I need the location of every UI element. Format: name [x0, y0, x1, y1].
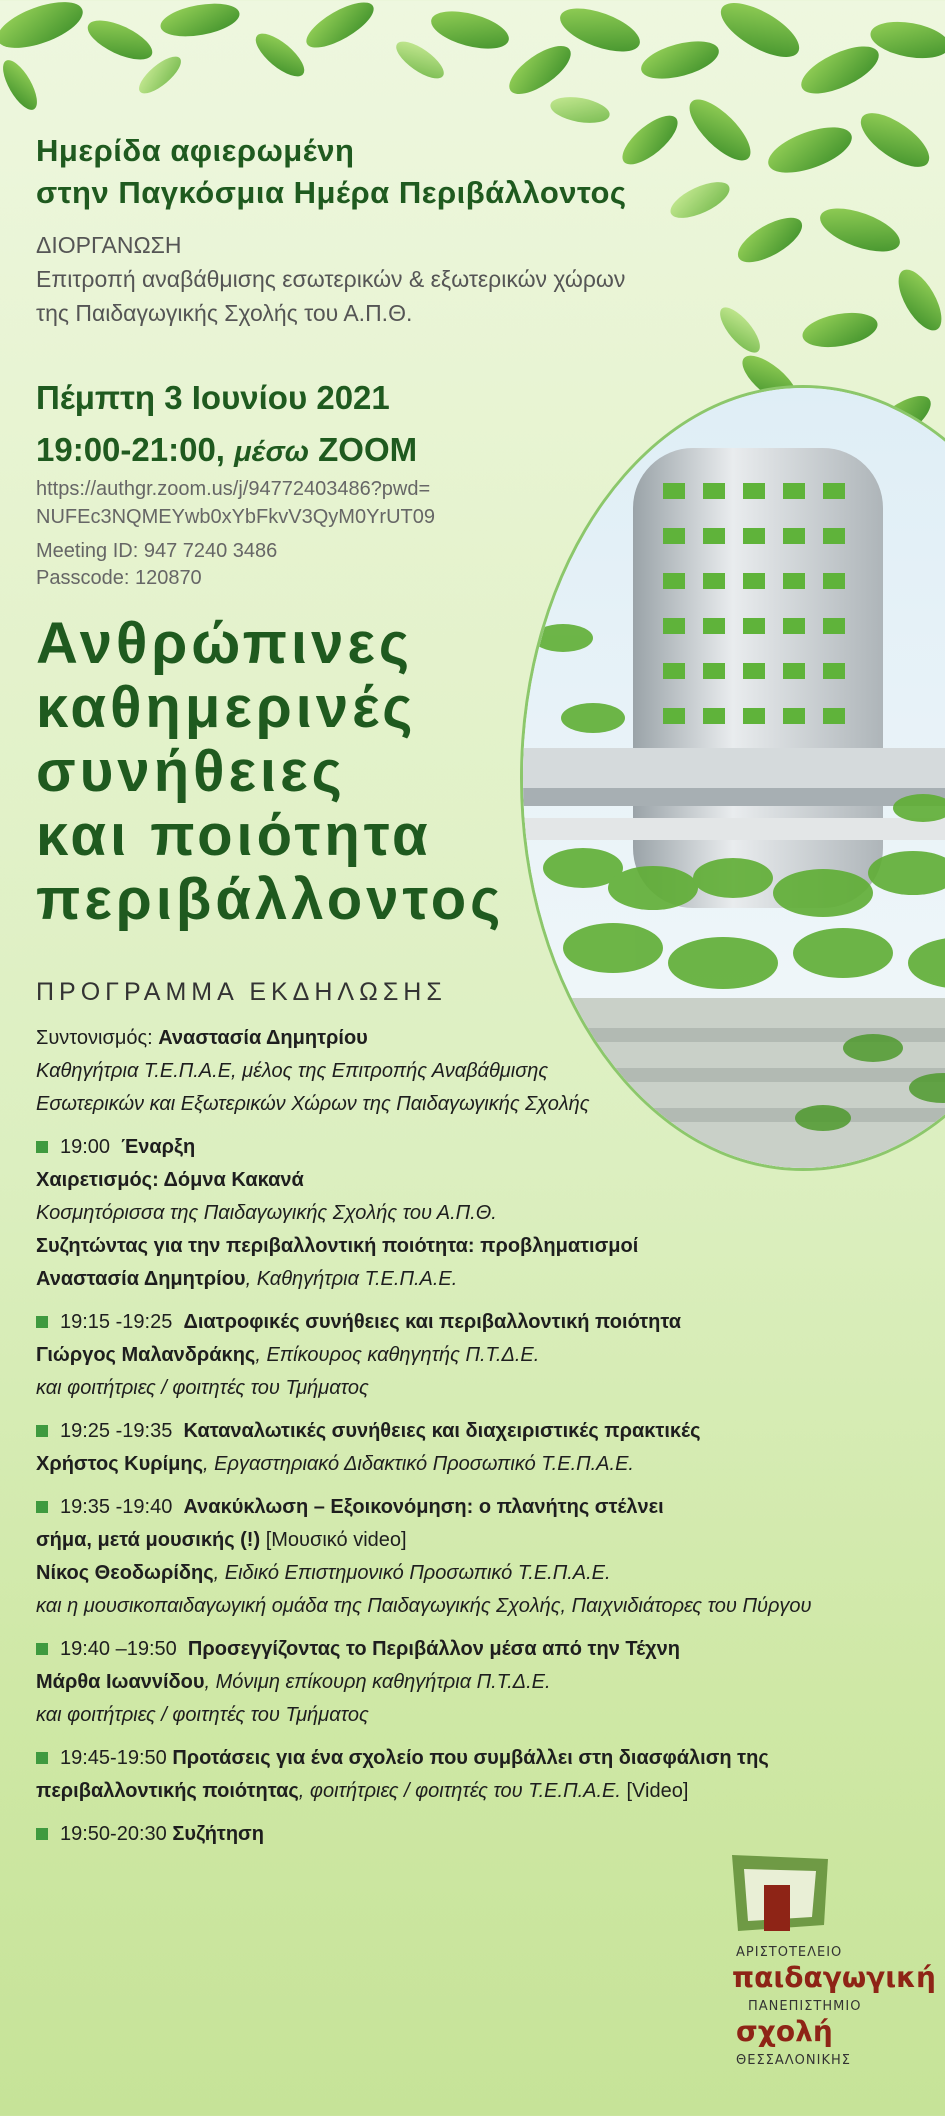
item-speaker-role: , Καθηγήτρια Τ.Ε.Π.Α.Ε. [245, 1268, 458, 1290]
item-note: [Μουσικό video] [260, 1529, 407, 1551]
event-date: Πέμπτη 3 Ιουνίου 2021 [36, 379, 390, 416]
meeting-passcode: Passcode: 120870 [36, 567, 202, 589]
item-title-cont: σήμα, μετά μουσικής (!) [36, 1529, 261, 1551]
coord-role-2: Εσωτερικών και Εξωτερικών Χώρων της Παιδαγωγικής Σχολής [36, 1093, 590, 1115]
item-time: 19:15 -19:25 [60, 1311, 173, 1333]
program-item-6 [36, 1742, 916, 1808]
event-datetime [36, 372, 417, 478]
item-speaker: Μάρθα Ιωαννίδου [36, 1671, 205, 1693]
item-title: Ανακύκλωση – Εξοικονόμηση: ο πλανήτης στέλνει [183, 1496, 664, 1518]
item-time: 19:25 -19:35 [60, 1420, 173, 1442]
item-speaker: Νίκος Θεοδωρίδης [36, 1562, 214, 1584]
program-item-3 [36, 1415, 916, 1481]
program-item-4 [36, 1491, 916, 1623]
program-item-2 [36, 1306, 916, 1405]
item-title: Διατροφικές συνήθειες και περιβαλλοντική ποιότητα [183, 1311, 682, 1333]
item-talk: Συζητώντας για την περιβαλλοντική ποιότητα: προβληματισμοί [36, 1235, 639, 1257]
coord-name: Αναστασία Δημητρίου [158, 1027, 368, 1049]
program-item-7 [36, 1818, 916, 1851]
coord-role-1: Καθηγήτρια Τ.Ε.Π.Α.Ε, μέλος της Επιτροπής Αναβάθμισης [36, 1060, 549, 1082]
item-speaker-role: , Μόνιμη επίκουρη καθηγήτρια Π.Τ.Δ.Ε. [204, 1671, 551, 1693]
item-extra: και η μουσικοπαιδαγωγική ομάδα της Παιδαγωγικής Σχολής, Παιχνιδιάτορες του Πύργου [36, 1595, 812, 1617]
program-item-1 [36, 1131, 916, 1296]
school-logo [728, 1855, 936, 2095]
bullet-square-icon [36, 1425, 48, 1437]
item-extra: και φοιτήτριες / φοιτητές του Τμήματος [36, 1704, 369, 1726]
item-speaker-role: , Επίκουρος καθηγητής Π.Τ.Δ.Ε. [255, 1344, 540, 1366]
event-time: 19:00-21:00, [36, 431, 225, 468]
item-title: Προτάσεις για ένα σχολείο που συμβάλλει στη διασφάλιση της [172, 1747, 769, 1769]
organizer-line-1: Επιτροπή αναβάθμισης εσωτερικών & εξωτερικών χώρων [36, 266, 626, 292]
main-title-line-2: καθημερινές [36, 675, 417, 740]
program-list [36, 1022, 916, 1861]
item-title: Καταναλωτικές συνήθειες και διαχειριστικές πρακτικές [183, 1420, 701, 1442]
main-title-line-1: Ανθρώπινες [36, 611, 414, 676]
item-extra: και φοιτήτριες / φοιτητές του Τμήματος [36, 1377, 369, 1399]
program-item-5 [36, 1633, 916, 1732]
item-title: Έναρξη [121, 1136, 196, 1158]
item-speaker-role: , Εργαστηριακό Διδακτικό Προσωπικό Τ.Ε.Π.Α.Ε. [203, 1453, 634, 1475]
logo-line-4: σχολή [736, 2015, 833, 2048]
bullet-square-icon [36, 1316, 48, 1328]
item-greeting-role: Κοσμητόρισσα της Παιδαγωγικής Σχολής του Α.Π.Θ. [36, 1202, 497, 1224]
event-platform: ZOOM [318, 431, 418, 468]
main-title [36, 612, 504, 932]
event-heading [36, 130, 627, 214]
logo-line-3: ΠΑΝΕΠΙΣΤΗΜΙΟ [748, 1999, 862, 2014]
logo-line-2: παιδαγωγική [732, 1961, 936, 1994]
item-title-cont: περιβαλλοντικής ποιότητας [36, 1780, 299, 1802]
coord-label: Συντονισμός: [36, 1027, 153, 1049]
zoom-link-line-1[interactable]: https://authgr.zoom.us/j/94772403486?pwd= [36, 478, 431, 500]
organizer-line-2: της Παιδαγωγικής Σχολής του Α.Π.Θ. [36, 300, 413, 326]
heading-line-2: στην Παγκόσμια Ημέρα Περιβάλλοντος [36, 175, 627, 210]
organizer-label: ΔΙΟΡΓΑΝΩΣΗ [36, 232, 182, 258]
zoom-link-line-2[interactable]: NUFEc3NQMEYwb0xYbFkvV3QyM0YrUT09 [36, 506, 435, 528]
meeting-id: Meeting ID: 947 7240 3486 [36, 540, 278, 562]
main-title-line-5: περιβάλλοντος [36, 867, 505, 932]
program-title: ΠΡΟΓΡΑΜΜΑ ΕΚΔΗΛΩΣΗΣ [36, 978, 447, 1006]
school-logo-icon [732, 1855, 832, 1939]
main-title-line-4: και ποιότητα [36, 803, 432, 868]
bullet-square-icon [36, 1752, 48, 1764]
bullet-square-icon [36, 1141, 48, 1153]
item-note: [Video] [620, 1780, 689, 1802]
item-speaker: Χρήστος Κυρίμης [36, 1453, 204, 1475]
bullet-square-icon [36, 1501, 48, 1513]
item-speaker-role: , Ειδικό Επιστημονικό Προσωπικό Τ.Ε.Π.Α.Ε. [213, 1562, 611, 1584]
item-time: 19:40 –19:50 [60, 1638, 177, 1660]
item-time: 19:45-19:50 [60, 1747, 167, 1769]
item-time: 19:35 -19:40 [60, 1496, 173, 1518]
organizer-block [36, 228, 625, 330]
item-speaker-role: , φοιτήτριες / φοιτητές του Τ.Ε.Π.Α.Ε. [298, 1780, 621, 1802]
bullet-square-icon [36, 1828, 48, 1840]
program-coordination [36, 1022, 916, 1121]
item-time: 19:00 [60, 1136, 111, 1158]
logo-line-1: ΑΡΙΣΤΟΤΕΛΕΙΟ [736, 1945, 843, 1960]
bullet-square-icon [36, 1643, 48, 1655]
meeting-credentials [36, 538, 277, 592]
heading-line-1: Ημερίδα αφιερωμένη [36, 133, 355, 168]
item-title: Προσεγγίζοντας το Περιβάλλον μέσα από την Τέχνη [187, 1638, 680, 1660]
main-title-line-3: συνήθειες [36, 739, 346, 804]
item-speaker: Γιώργος Μαλανδράκης [36, 1344, 256, 1366]
item-speaker: Αναστασία Δημητρίου [36, 1268, 246, 1290]
event-via: μέσω [234, 436, 309, 468]
item-title: Συζήτηση [172, 1823, 264, 1845]
item-time: 19:50-20:30 [60, 1823, 167, 1845]
zoom-link[interactable] [36, 475, 435, 531]
item-greeting: Χαιρετισμός: Δόμνα Κακανά [36, 1169, 304, 1191]
logo-line-5: ΘΕΣΣΑΛΟΝΙΚΗΣ [736, 2053, 851, 2068]
event-time-line [36, 424, 417, 478]
